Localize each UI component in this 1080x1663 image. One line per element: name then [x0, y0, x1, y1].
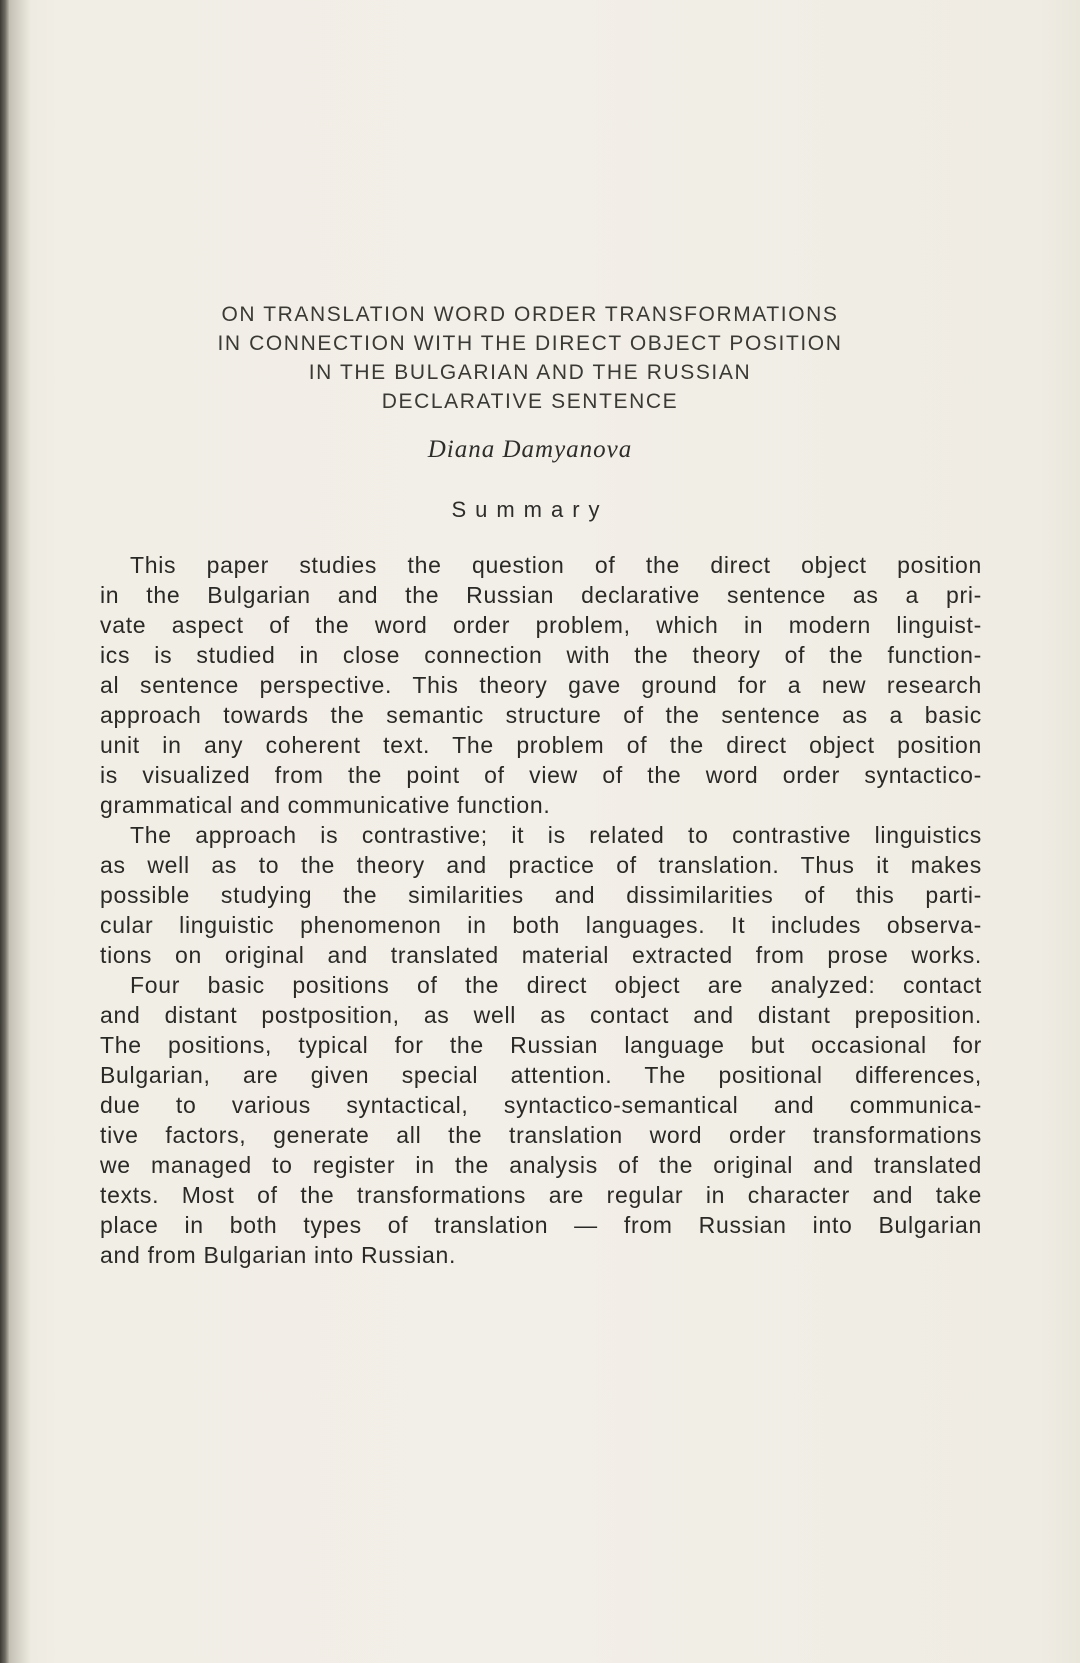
paragraph-3-line: texts. Most of the transformations are regular in character and take	[100, 1182, 982, 1208]
paragraph-3-line: Bulgarian, are given special attention. The positional differences,	[100, 1062, 982, 1088]
paragraph-1-line: in the Bulgarian and the Russian declarative sentence as a pri-	[100, 582, 982, 608]
author-name: Diana Damyanova	[427, 436, 633, 463]
paragraph-1-line: This paper studies the question of the direct object position	[130, 552, 982, 578]
paragraph-2-line: The approach is contrastive; it is related to contrastive linguistics	[130, 822, 982, 848]
book-spine-edge	[0, 0, 9, 1663]
paragraph-3-line: we managed to register in the analysis of the original and translated	[100, 1152, 982, 1178]
title-line: DECLARATIVE SENTENCE	[381, 390, 679, 413]
title-line: IN CONNECTION WITH THE DIRECT OBJECT POSITION	[217, 332, 843, 355]
paragraph-2-line: cular linguistic phenomenon in both languages. It includes observa-	[100, 912, 982, 938]
paragraph-2-line: as well as to the theory and practice of translation. Thus it makes	[100, 852, 982, 878]
paragraph-3-line: tive factors, generate all the translation word order transformations	[100, 1122, 982, 1148]
paragraph-1-line: approach towards the semantic structure of the sentence as a basic	[100, 702, 982, 728]
paragraph-3-line: Four basic positions of the direct object are analyzed: contact	[130, 972, 982, 998]
paragraph-1-line: is visualized from the point of view of the word order syntactico-	[100, 762, 982, 788]
summary-body	[100, 550, 982, 1270]
paragraph-2-line: possible studying the similarities and dissimilarities of this parti-	[100, 882, 982, 908]
title-line: ON TRANSLATION WORD ORDER TRANSFORMATIONS	[221, 303, 839, 326]
paragraph-3-line: place in both types of translation — from Russian into Bulgarian	[100, 1212, 982, 1238]
paragraph-3-line: The positions, typical for the Russian language but occasional for	[100, 1032, 982, 1058]
paragraph-3-line: due to various syntactical, syntactico-semantical and communica-	[100, 1092, 982, 1118]
paper-title	[112, 300, 948, 416]
paragraph-1-line: grammatical and communicative function.	[100, 792, 551, 818]
paragraph-3-line: and from Bulgarian into Russian.	[100, 1242, 457, 1268]
paragraph-1-line: al sentence perspective. This theory gave ground for a new research	[100, 672, 982, 698]
paragraph-1-line: vate aspect of the word order problem, which in modern linguist-	[100, 612, 982, 638]
paragraph-1-line: unit in any coherent text. The problem of the direct object position	[100, 732, 982, 758]
spine-shadow	[9, 0, 31, 1663]
paragraph-2-line: tions on original and translated material extracted from prose works.	[100, 942, 982, 968]
summary-heading: Summary	[451, 497, 609, 522]
paragraph-3-line: and distant postposition, as well as contact and distant preposition.	[100, 1002, 982, 1028]
title-line: IN THE BULGARIAN AND THE RUSSIAN	[308, 361, 752, 384]
paragraph-1-line: ics is studied in close connection with the theory of the function-	[100, 642, 982, 668]
